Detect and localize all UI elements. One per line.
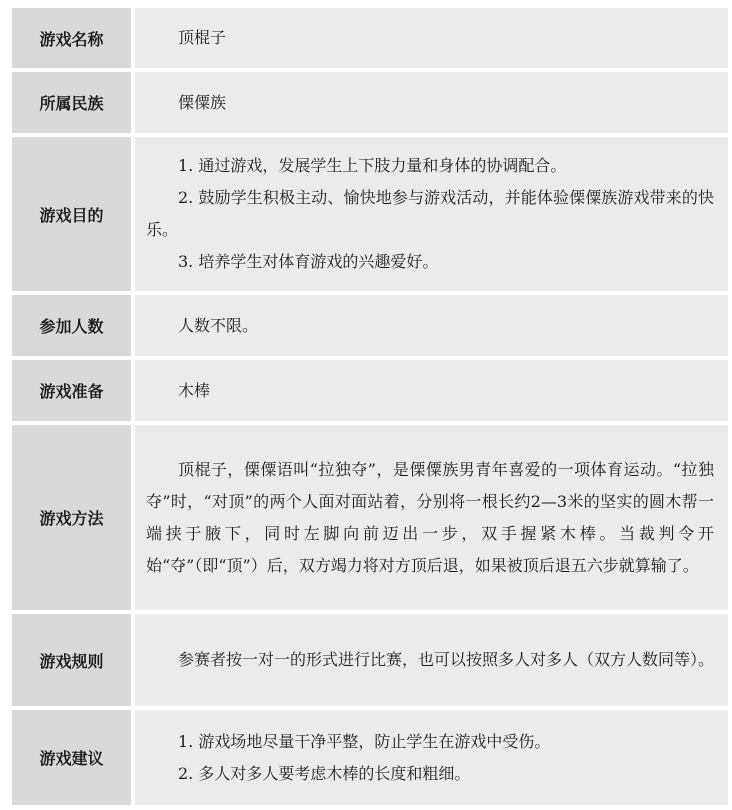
row-game-method	[12, 425, 728, 610]
row-content	[135, 710, 728, 805]
paragraph: 3. 培养学生对体育游戏的兴趣爱好。	[178, 252, 439, 271]
paragraph: 参赛者按一对一的形式进行比赛，也可以按照多人对多人（双方人数同等）。	[178, 650, 715, 669]
paragraph: 顶棍子	[178, 28, 227, 47]
row-participants	[12, 295, 728, 356]
row-content	[135, 72, 728, 133]
row-content	[135, 614, 728, 706]
row-suggestions	[12, 710, 728, 805]
row-content	[135, 425, 728, 610]
paragraph: 人数不限。	[178, 315, 259, 335]
row-game-purpose	[12, 137, 728, 291]
row-label: 游戏规则	[12, 614, 131, 706]
paragraph: 1. 游戏场地尽量干净平整，防止学生在游戏中受伤。	[178, 731, 551, 751]
game-info-table	[12, 8, 728, 805]
paragraph: 顶棍子，傈僳语叫“拉独夺”，是傈僳族男青年喜爱的一项体育运动。“拉独夺”时，“对顶”的两个人面对面站着，分别将一根长约2—3米的坚实的圆木帮一端挟于腋下，同时左脚向前迈出一步，双手握紧木棒。当裁判令开始“夺”（即“顶”）后，双方竭力将对方顶后退，如果被顶后退五六步就算输了。	[146, 459, 714, 575]
row-ethnic-group	[12, 72, 728, 133]
paragraph: 2. 多人对多人要考虑木棒的长度和粗细。	[178, 763, 471, 783]
row-content	[135, 137, 728, 291]
paragraph: 傈僳族	[178, 92, 227, 112]
row-label: 游戏名称	[12, 8, 131, 68]
row-game-name	[12, 8, 728, 68]
row-label: 参加人数	[12, 295, 131, 356]
paragraph: 2. 鼓励学生积极主动、愉快地参与游戏活动，并能体验傈僳族游戏带来的快乐。	[146, 188, 714, 239]
row-label: 游戏方法	[12, 425, 131, 610]
paragraph: 木棒	[178, 380, 211, 400]
row-content	[135, 360, 728, 421]
row-label: 游戏准备	[12, 360, 131, 421]
row-label: 游戏目的	[12, 137, 131, 291]
row-game-rules	[12, 614, 728, 706]
row-label: 所属民族	[12, 72, 131, 133]
row-preparation	[12, 360, 728, 421]
row-content	[135, 295, 728, 356]
paragraph: 1. 通过游戏，发展学生上下肢力量和身体的协调配合。	[178, 156, 567, 175]
row-content	[135, 8, 728, 68]
row-label: 游戏建议	[12, 710, 131, 805]
